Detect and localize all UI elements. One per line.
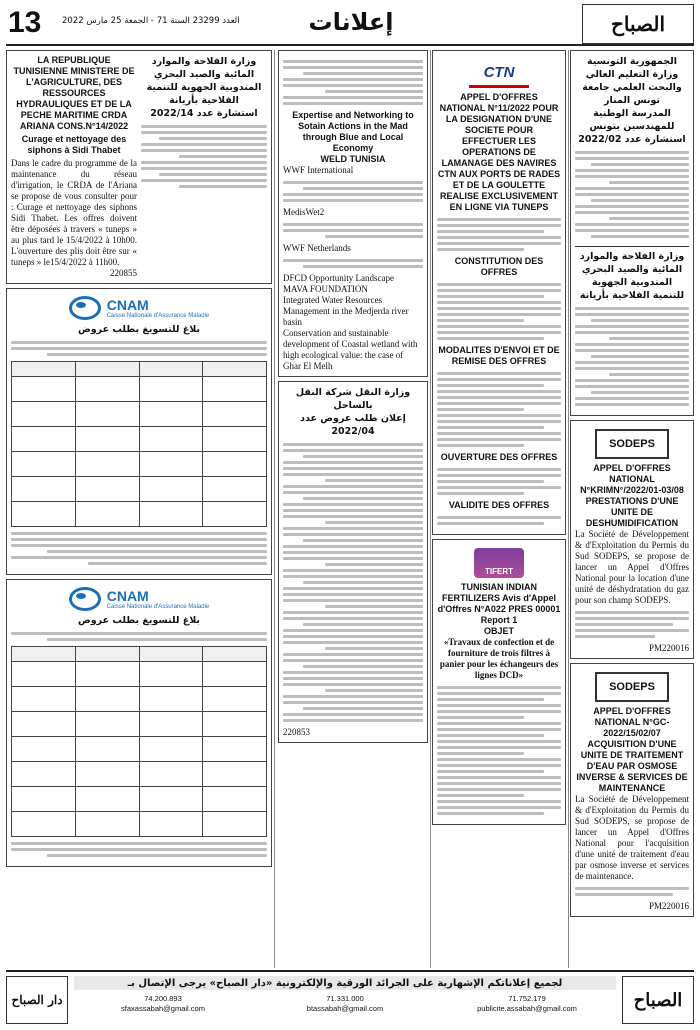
transport-notice [278,381,428,743]
ctn-title: APPEL D'OFFRES NATIONAL N°11/2022 POUR LA DESIGNATION D'UNE SOCIETE POUR EFFECTUER LES OPERATIONS DE LAMANAGE DES NAVIRES CTN AUX PORTS DE RADES ET DE LA GOULETTE REALISE EXCLUSIVEMENT EN LIGNE VIA TUNEPS [437,92,561,212]
crda-ar-title: وزارة الفلاحة والموارد المائية والصيد البحري المندوبية الجهوية للتنمية الفلاحية بأريانة [146,56,262,106]
dar-assabah-logo: دار الصباح [6,976,68,1024]
tifert-report: Report 1 [480,615,518,625]
enit-head: الجمهورية التونسية وزارة التعليم العالي والبحث العلمي جامعة تونس المنار [582,56,682,106]
wwf-mava: MAVA FOUNDATION [283,284,368,294]
ctn-logo: CTN [437,59,561,88]
wwf-intl: WWF International [283,165,354,175]
contact-sfax [74,994,252,1014]
crda-notice-fr [11,55,137,279]
ctn-sec-envoi: MODALITES D'ENVOI ET DE REMISE DES OFFRES [438,345,560,366]
crda-ref: 220855 [110,268,137,278]
transport-ref: 220853 [283,727,310,737]
sodeps-logo: SODEPS [575,429,689,459]
enit-notice [570,50,694,416]
tifert-objet-text: «Travaux de confection et de fourniture de trois filtres à panier pour les échangeurs des lignes DCD» [439,637,559,680]
wwf-project: Integrated Water Resources Management in the Medjerda river basin [283,295,409,327]
tifert-logo: TIFERT [437,548,561,578]
cnam-table-1 [11,361,267,527]
column-4 [570,50,694,968]
tunis-email[interactable]: btassabah@gmail.com [306,1004,384,1013]
tunis-phone: 71.331.000 [326,994,364,1003]
crda-ar-body [141,120,267,193]
crda-title: LA REPUBLIQUE TUNISIENNE MINISTERE DE L'AGRICULTURE, DES RESSOURCES HYDRAULIQUES ET DE LA PECHE MARITIME CRDA ARIANA CONS.N°14/2022 [13,55,135,131]
sodeps-2-title: APPEL D'OFFRES NATIONAL N°GC-2022/15/02/07 ACQUISITION D'UNE UNITE DE TRAITEMENT D'EAU PAR OSMOSE INVERSE & SERVICES DE MAINTENANCE [576,706,688,793]
assabah-footer-logo: الصباح [622,976,694,1024]
tifert-title: TUNISIAN INDIAN FERTILIZERS Avis d'Appel d'Offres N°A022 PRES 00001 [437,582,561,614]
sodeps-1-body: La Société de Développement & d'Exploitation du Permis du Sud SODEPS, se propose de lancer un Appel d'Offres National pour la location d'une unité de déshydratation du gaz pour son champ SODEPS. [575,529,689,605]
ctn-sec-validite: VALIDITE DES OFFRES [448,500,550,510]
sodeps-logo: SODEPS [575,672,689,702]
crda2-head: وزارة الفلاحة والموارد المائية والصيد البحري المندوبية الجهوية للتنمية الفلاحية بأريانة [579,251,685,301]
column-3 [432,50,566,968]
column-divider [274,50,275,968]
sodeps-1-ref: PM220016 [648,643,689,653]
footer-contact-strip: لجميع إعلاناتكم الإشهارية على الجرائد الورقية والإلكترونية «دار الصباح» يرجى الإتصال بـ [74,976,616,990]
crda-ar-sub: استشارة عدد 2022/14 [150,108,258,119]
cnam-table-2 [11,646,267,837]
section-title: إعلانات [308,8,394,36]
page-footer [6,970,694,1026]
transport-sub: إعلان طلب عروض عدد 2022/04 [300,413,406,437]
wwf-dfcd: DFCD Opportunity Landscape [283,273,394,283]
wwf-medis: MedisWet2 [283,207,325,217]
crda-body: Dans le cadre du programme de la maintenance du réseau d'irrigation, le CRDA de l'Ariana se propose de vous consulter pour : Curage et nettoyage des siphons Sidi Thabet. Les offres doivent être déposées à travers « tuneps » au plus tard le 15/4/2022 à 10h00. L'ouverture des plis doit être sur « tuneps » le15/4/2022 à 11h00. [11,158,137,267]
wwf-sub: WELD TUNISIA [320,154,386,164]
ctn-notice [432,50,566,535]
sfax-phone: 74.200.893 [144,994,182,1003]
ctn-sec-constitution: CONSTITUTION DES OFFRES [454,256,544,277]
brand-logo: الصباح [582,4,694,44]
ctn-sec-ouverture: OUVERTURE DES OFFRES [440,452,558,462]
column-1 [6,50,272,968]
column-divider [430,50,431,968]
crda-notice [6,50,272,284]
wwf-nl: WWF Netherlands [283,243,351,253]
cnam-logo: CNAM Caisse Nationale d'Assurance Maladie [11,587,267,611]
column-2 [278,50,428,968]
pub-email[interactable]: publicite.assabah@gmail.com [477,1004,577,1013]
sodeps-2-body: La Société de Développement & d'Exploitation du Permis du Sud SODEPS, se propose de lancer un Appel d'Offres National pour l'acquisition d'une unité de traitement d'eau par osmose inverse et services de maintenance. [575,794,689,881]
contact-tunis [256,994,434,1014]
wwf-notice [278,50,428,377]
sfax-email[interactable]: sfaxassabah@gmail.com [121,1004,205,1013]
enit-sub: المدرسة الوطنية للمهندسين بتونس استشارة عدد 2022/02 [578,108,686,145]
cnam-headline: بلاغ للتسويغ بطلب عروض [77,615,201,626]
contact-publicite [438,994,616,1014]
cnam-mark-icon [69,296,101,320]
cnam-notice-1 [6,288,272,575]
page-number: 13 [8,6,42,39]
wwf-title: Expertise and Networking to Sotain Actions in the Mad through Blue and Local Economy [292,110,414,153]
tifert-objet: OBJET [483,626,514,636]
crda-notice-ar [141,55,267,279]
cnam-logo: CNAM Caisse Nationale d'Assurance Maladie [11,296,267,320]
sodeps-notice-1 [570,420,694,659]
sodeps-2-ref: PM220016 [648,901,689,911]
page-header [6,4,694,46]
issue-line: العدد 23299 السنة 71 - الجمعة 25 مارس 2022 [62,16,240,26]
sodeps-notice-2 [570,663,694,917]
cnam-headline: بلاغ للتسويغ بطلب عروض [77,324,201,335]
cnam-mark-icon [69,587,101,611]
crda-subject: Curage et nettoyage des siphons à Sidi Thabet [21,134,127,155]
pub-phone: 71.752.179 [508,994,546,1003]
tifert-notice [432,539,566,825]
column-divider [568,50,569,968]
footer-contacts [74,994,616,1014]
cnam-notice-2 [6,579,272,867]
sodeps-1-title: APPEL D'OFFRES NATIONAL N°KRIMN°/2022/01-03/08 PRESTATIONS D'UNE UNITE DE DESHUMIDIFICATION [580,463,684,528]
wwf-project-2: Conservation and sustainable development of Coastal wetland with high ecological value: the case of Ghar El Melh [283,328,418,371]
transport-title: وزارة النقل شركة النقل بالساحل [295,387,411,411]
